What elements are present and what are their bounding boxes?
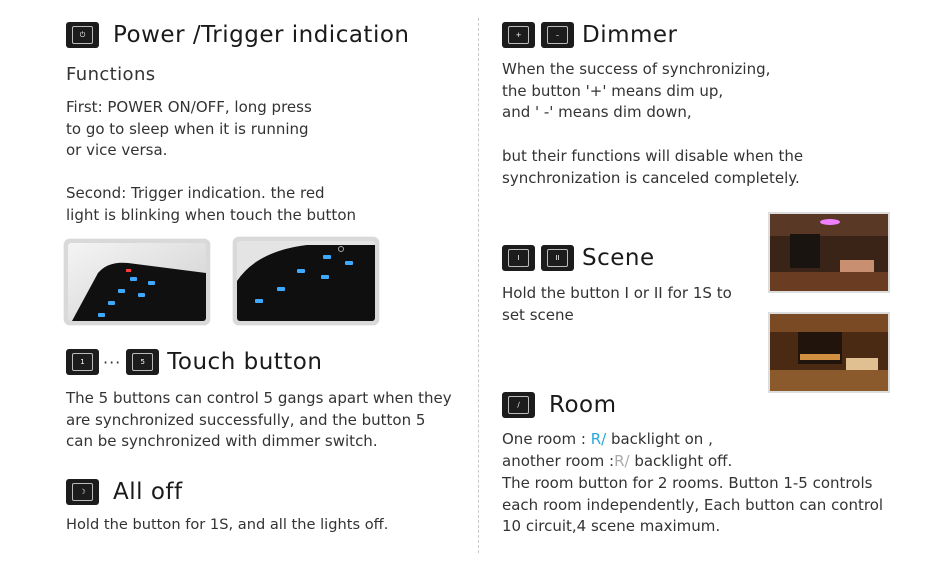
scene-1-key-icon: I (502, 245, 535, 271)
room-title: Room (549, 392, 617, 418)
functions-subtitle: Functions (66, 64, 156, 85)
panel-photo-1 (64, 239, 210, 325)
scene-title: Scene (582, 245, 655, 271)
room-header (502, 392, 617, 418)
panel-photo-2 (233, 237, 379, 325)
touch-body: The 5 buttons can control 5 gangs apart when they are synchronized successfully, and the button 5 can be synchronized with dimmer switch. (66, 389, 452, 450)
room-line-1-status: backlight on , (606, 430, 713, 448)
scene-2-key-icon: II (541, 245, 574, 271)
touch-title: Touch button (167, 349, 323, 375)
plus-key-icon: + (502, 22, 535, 48)
room-line-2 (502, 451, 732, 473)
touch-header (66, 349, 322, 375)
power-key-icon: ⏻ (66, 22, 99, 48)
dimmer-paragraph-2: but their functions will disable when the synchronization is canceled completely. (502, 147, 804, 187)
room-mark-on: R/ (590, 430, 607, 448)
scene-body: Hold the button I or II for 1S to set scene (502, 284, 732, 324)
power-header (66, 22, 410, 48)
dimmer-paragraph-1: When the success of synchronizing, the button '+' means dim up, and ' -' means dim down, (502, 60, 771, 121)
all-off-icon: ☽ (66, 479, 99, 505)
power-paragraph-first: First: POWER ON/OFF, long press to go to sleep when it is running or vice versa. (66, 98, 312, 159)
minus-key-icon: – (541, 22, 574, 48)
key-1-icon: 1 (66, 349, 99, 375)
room-line-1 (502, 429, 713, 451)
room-mark-off: R/ (614, 452, 630, 470)
alloff-title: All off (113, 479, 183, 505)
scene-photo-1 (768, 212, 890, 293)
key-5-icon: 5 (126, 349, 159, 375)
room-line-2-label: another room : (502, 452, 615, 470)
scene-photo-2 (768, 312, 890, 393)
alloff-body: Hold the button for 1S, and all the lights off. (66, 516, 389, 533)
room-icon: ∕ (502, 392, 535, 418)
column-divider (478, 18, 479, 553)
scene-header (502, 245, 655, 271)
room-body: The room button for 2 rooms. Button 1-5 controls each room independently, Each button can control 10 circuit,4 scene maximum. (502, 474, 884, 535)
room-line-2-status: backlight off. (629, 452, 733, 470)
dimmer-title: Dimmer (582, 22, 678, 48)
ellipsis: ··· (103, 352, 122, 372)
alloff-header (66, 479, 183, 505)
room-line-1-label: One room : (502, 430, 591, 448)
dimmer-header (502, 22, 678, 48)
power-title: Power /Trigger indication (113, 22, 410, 48)
power-paragraph-second: Second: Trigger indication. the red light is blinking when touch the button (66, 184, 357, 224)
